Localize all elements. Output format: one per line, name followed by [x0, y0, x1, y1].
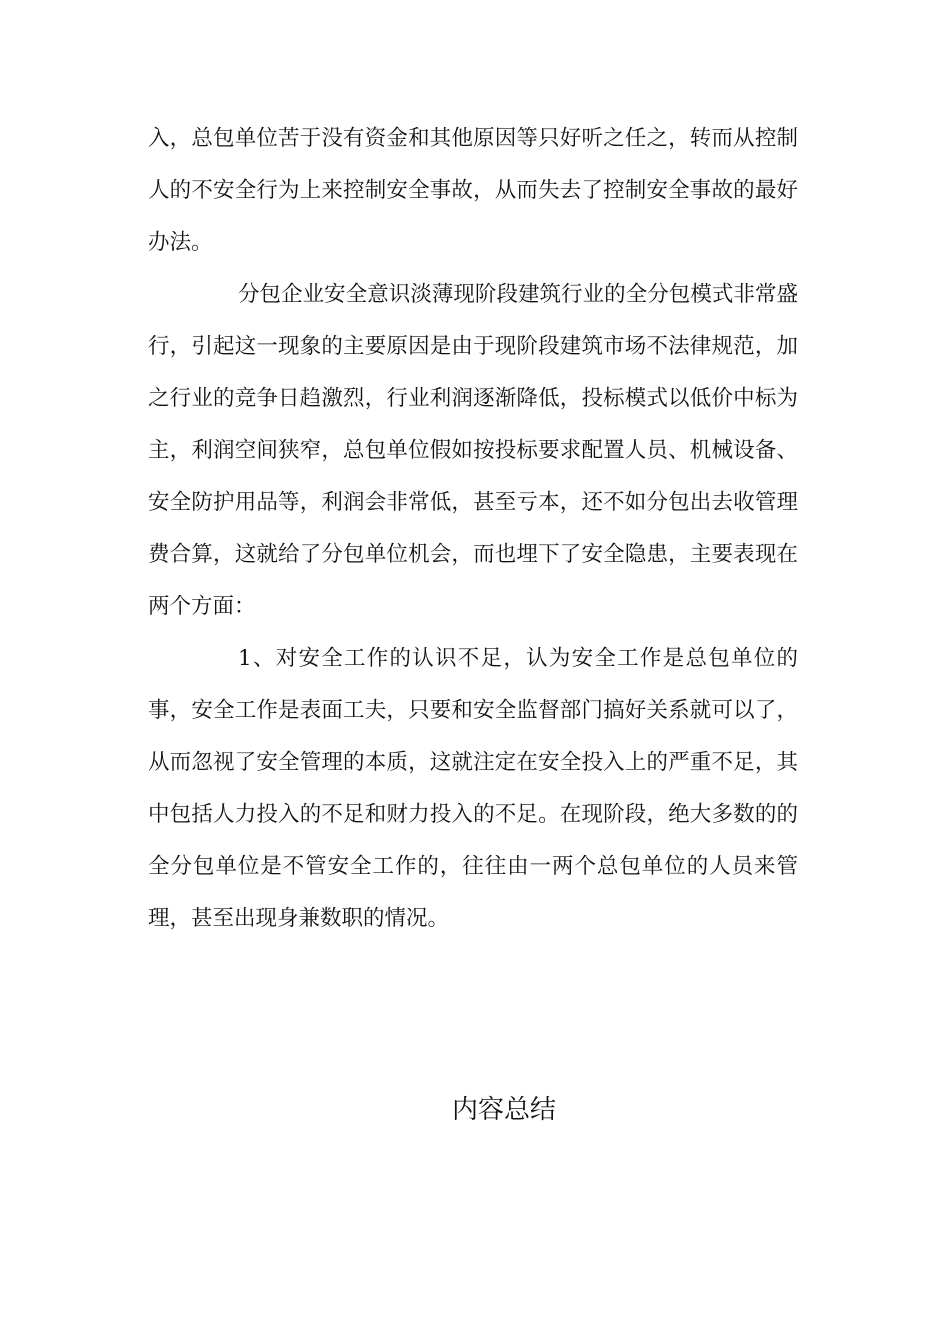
paragraph-subcontractor-awareness: 分包企业安全意识淡薄现阶段建筑行业的全分包模式非常盛行，引起这一现象的主要原因是由于现阶段建筑市场不法律规范，加之行业的竞争日趋激烈，行业利润逐渐降低，投标模式以低价中标为主，利润空间狭窄，总包单位假如按投标要求配置人员、机械设备、安全防护用品等，利润会非常低，甚至亏本，还不如分包出去收管理费合算，这就给了分包单位机会，而也埋下了安全隐患，主要表现在两个方面：: [148, 282, 798, 619]
document-body: [148, 113, 798, 945]
paragraph-continuation: 入，总包单位苦于没有资金和其他原因等只好听之任之，转而从控制人的不安全行为上来控制安全事故，从而失去了控制安全事故的最好办法。: [148, 126, 798, 255]
paragraph-point-one: 1、对安全工作的认识不足，认为安全工作是总包单位的事，安全工作是表面工夫，只要和安全监督部门搞好关系就可以了，从而忽视了安全管理的本质，这就注定在安全投入上的严重不足，其中包括人力投入的不足和财力投入的不足。在现阶段，绝大多数的的全分包单位是不管安全工作的，往往由一两个总包单位的人员来管理，甚至出现身兼数职的情况。: [148, 646, 798, 931]
section-heading-summary: 内容总结: [451, 1095, 556, 1125]
